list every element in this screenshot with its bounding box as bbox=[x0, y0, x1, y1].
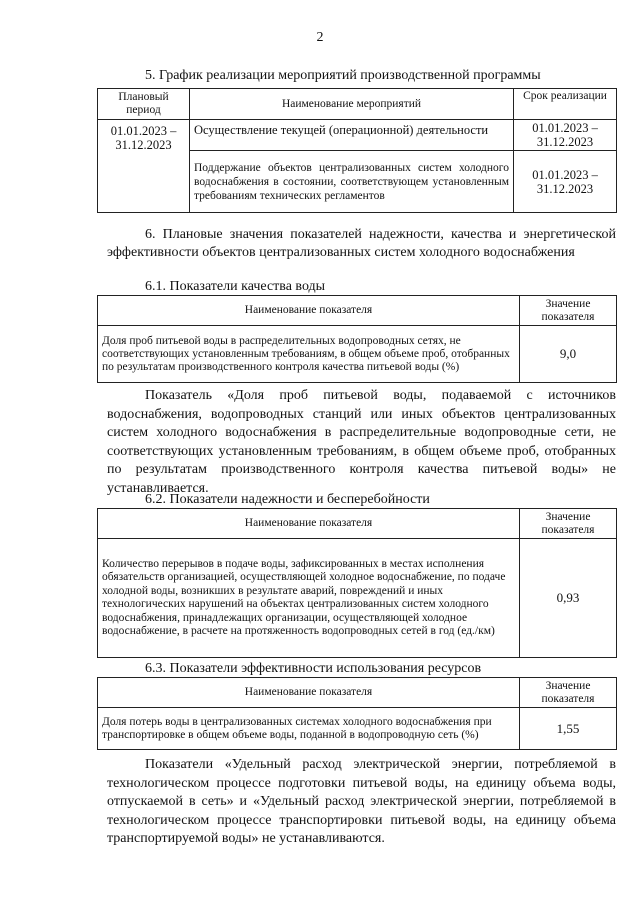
section-6-title: 6. Плановые значения показателей надежности, качества и энергетической эффективности объектов централизованных систем холодного водоснабжения bbox=[107, 227, 616, 260]
section-5-title: 5. График реализации мероприятий производственной программы bbox=[145, 68, 541, 83]
indicator-value: 0,93 bbox=[520, 539, 617, 658]
activity-2: Поддержание объектов централизованных систем холодного водоснабжения в состоянии, соответствующем установленным требованиям технических регламентов bbox=[190, 151, 514, 213]
reliability-table bbox=[97, 508, 617, 658]
header-term: Срок реализации bbox=[514, 89, 617, 120]
section-6-1-note: Показатель «Доля проб питьевой воды, подаваемой с источников водоснабжения, водопроводных станций или иных объектов централизованных систем холодного водоснабжения в распределительные водопроводные сети, не соответствующих установленным требованиям, в общем объеме проб, отобранных по результатам производственного контроля качества питьевой воды» не устанавливается. bbox=[107, 388, 616, 496]
header-indicator-value: Значение показателя bbox=[520, 678, 617, 708]
period-cell: 01.01.2023 – 31.12.2023 bbox=[98, 120, 190, 213]
indicator-value: 9,0 bbox=[520, 326, 617, 383]
header-indicator-name: Наименование показателя bbox=[98, 296, 520, 326]
water-quality-table bbox=[97, 295, 617, 383]
section-6-1-title: 6.1. Показатели качества воды bbox=[145, 279, 326, 294]
indicator-name: Количество перерывов в подаче воды, зафиксированных в местах исполнения обязательств организацией, осуществляющей холодное водоснабжение, по подаче холодной воды, возникших в результате аварий, повреждений и иных технологических нарушений на объектах централизованных систем холодного водоснабжения, принадлежащих организации, осуществляющей холодное водоснабжение, в расчете на протяженность водопроводных сетей в год (ед./км) bbox=[98, 539, 520, 658]
header-indicator-name: Наименование показателя bbox=[98, 509, 520, 539]
header-activity-name: Наименование мероприятий bbox=[190, 89, 514, 120]
term-1: 01.01.2023 – 31.12.2023 bbox=[514, 120, 617, 151]
header-indicator-value: Значение показателя bbox=[520, 509, 617, 539]
page-number: 2 bbox=[316, 30, 324, 45]
section-6-3-note: Показатели «Удельный расход электрической энергии, потребляемой в технологическом процессе подготовки питьевой воды, на единицу объема воды, отпускаемой в сеть» и «Удельный расход электрической энергии, потребляемой в технологическом процессе транспортировки питьевой воды, на единицу объема транспортируемой воды» не устанавливаются. bbox=[107, 757, 616, 846]
section-6-3-title: 6.3. Показатели эффективности использования ресурсов bbox=[145, 661, 482, 676]
indicator-name: Доля проб питьевой воды в распределительных водопроводных сетях, не соответствующих установленным требованиям, в общем объеме проб, отобранных по результатам производственного контроля качества питьевой воды (%) bbox=[98, 326, 520, 383]
header-period: Плановый период bbox=[98, 89, 190, 120]
indicator-value: 1,55 bbox=[520, 708, 617, 750]
indicator-name: Доля потерь воды в централизованных системах холодного водоснабжения при транспортировке в общем объеме воды, поданной в водопроводную сеть (%) bbox=[98, 708, 520, 750]
schedule-table bbox=[97, 88, 617, 213]
header-indicator-name: Наименование показателя bbox=[98, 678, 520, 708]
section-6-2-title: 6.2. Показатели надежности и бесперебойности bbox=[145, 492, 430, 507]
term-2: 01.01.2023 – 31.12.2023 bbox=[514, 151, 617, 213]
activity-1: Осуществление текущей (операционной) деятельности bbox=[190, 120, 514, 151]
resource-efficiency-table bbox=[97, 677, 617, 750]
header-indicator-value: Значение показателя bbox=[520, 296, 617, 326]
